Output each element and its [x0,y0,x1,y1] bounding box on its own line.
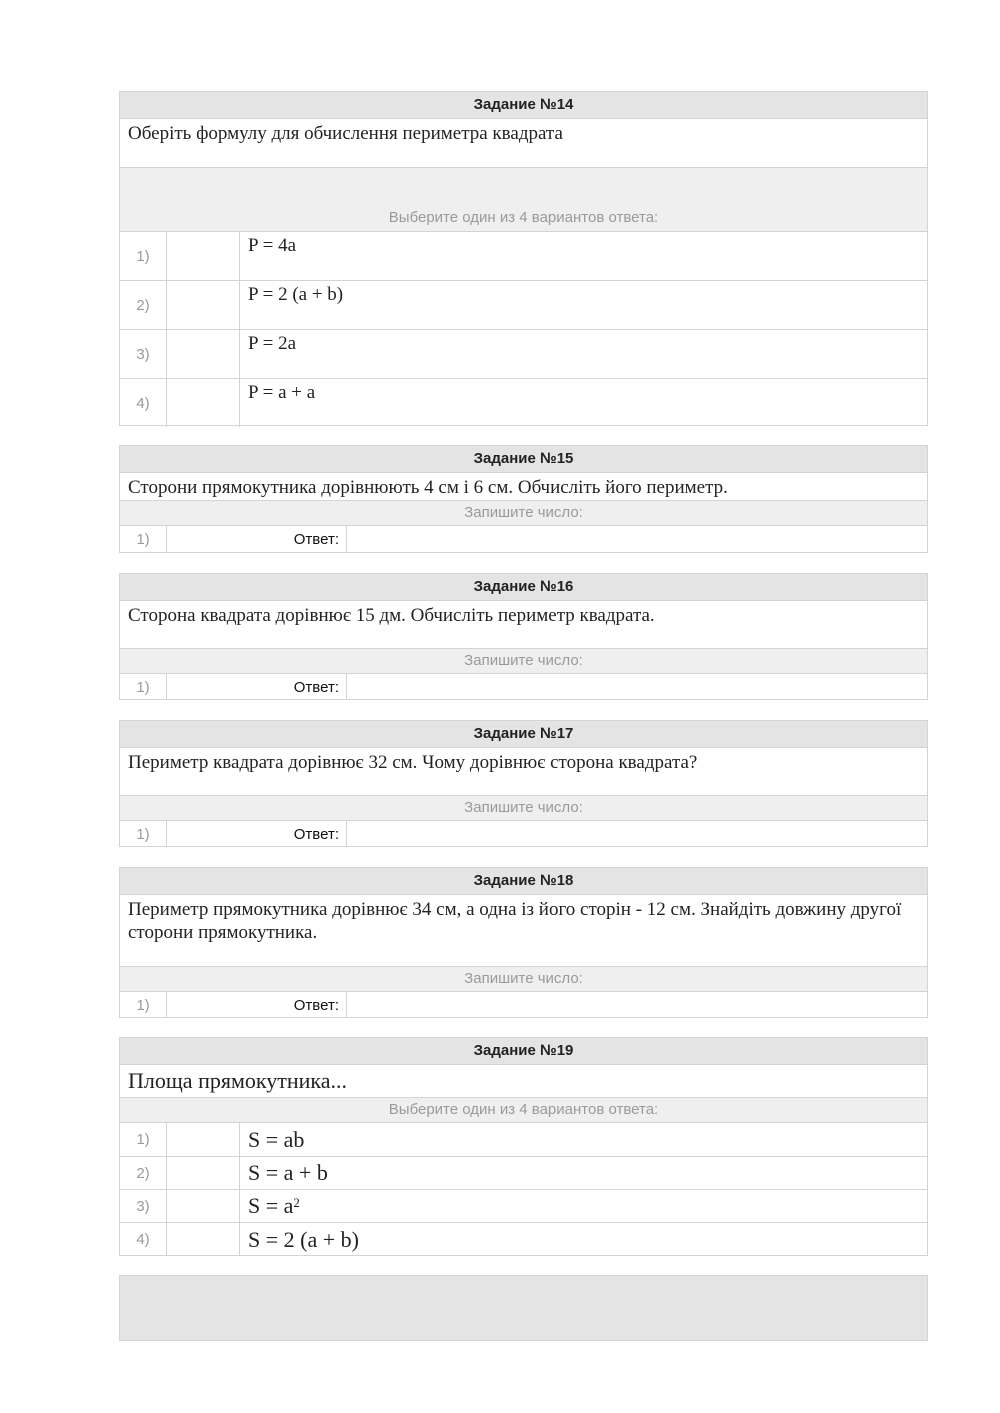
option-number: 1) [120,232,167,280]
answer-number: 1) [120,526,167,552]
option-select-box[interactable] [167,232,240,280]
task-14 [119,91,928,426]
option-number: 4) [120,379,167,427]
option-number: 3) [120,330,167,378]
task-17 [119,720,928,847]
question-text: Оберіть формулу для обчислення периметра квадрата [120,119,927,168]
answer-number: 1) [120,674,167,700]
answer-number: 1) [120,992,167,1018]
option-select-box[interactable] [167,1190,240,1222]
option-text: S = 2 (a + b) [248,1226,359,1252]
option-select-box[interactable] [167,379,240,427]
task-16 [119,573,928,700]
instruction-text: Выберите один из 4 вариантов ответа: [120,168,927,232]
answer-label: Ответ: [167,526,347,552]
answer-field[interactable] [347,674,927,700]
answer-row [120,526,927,552]
answer-label: Ответ: [167,821,347,847]
answer-label: Ответ: [167,674,347,700]
question-text: Периметр прямокутника дорівнює 34 см, а одна із його сторін - 12 см. Знайдіть довжину другої сторони прямокутника. [120,895,927,967]
task-19 [119,1037,928,1256]
answer-option[interactable] [120,232,927,281]
option-text: P = 2a [248,333,297,354]
task-header: Задание №15 [120,446,927,473]
task-header: Задание №18 [120,868,927,895]
question-text: Периметр квадрата дорівнює 32 см. Чому дорівнює сторона квадрата? [120,748,927,796]
option-text: P = 2 (a + b) [248,284,344,305]
option-number: 1) [120,1123,167,1156]
option-number: 2) [120,281,167,329]
option-select-box[interactable] [167,1157,240,1189]
option-text: P = 4a [248,235,297,256]
task-header: Задание №19 [120,1038,927,1065]
option-number: 3) [120,1190,167,1222]
task-18 [119,867,928,1018]
answer-row [120,992,927,1018]
task-15 [119,445,928,553]
answer-option[interactable] [120,379,927,427]
option-select-box[interactable] [167,330,240,378]
task-header: Задание №16 [120,574,927,601]
instruction-text: Запишите число: [120,501,927,526]
task-header: Задание №14 [120,92,927,119]
answer-option[interactable] [120,281,927,330]
answer-row [120,821,927,847]
answer-option[interactable] [120,1223,927,1256]
answer-option[interactable] [120,1190,927,1223]
option-text [240,1190,927,1222]
question-text: Сторона квадрата дорівнює 15 дм. Обчисліть периметр квадрата. [120,601,927,649]
instruction-text: Запишите число: [120,967,927,992]
instruction-text: Выберите один из 4 вариантов ответа: [120,1098,927,1123]
answer-field[interactable] [347,526,927,552]
answer-option[interactable] [120,1157,927,1190]
option-number: 4) [120,1223,167,1256]
option-select-box[interactable] [167,1123,240,1156]
answer-row [120,674,927,700]
answer-field[interactable] [347,992,927,1018]
option-text: S = ab [248,1126,305,1152]
option-select-box[interactable] [167,281,240,329]
option-select-box[interactable] [167,1223,240,1256]
question-text: Сторони прямокутника дорівнюють 4 см і 6 см. Обчисліть його периметр. [120,473,927,501]
option-exponent: 2 [293,1195,300,1210]
option-text: P = a + a [248,382,316,403]
answer-number: 1) [120,821,167,847]
instruction-text: Запишите число: [120,796,927,821]
answer-option[interactable] [120,1123,927,1157]
instruction-text: Запишите число: [120,649,927,674]
answer-label: Ответ: [167,992,347,1018]
answer-option[interactable] [120,330,927,379]
task-header: Задание №17 [120,721,927,748]
answer-field[interactable] [347,821,927,847]
question-text: Площа прямокутника... [120,1065,927,1098]
option-formula: S = a [248,1193,294,1218]
option-number: 2) [120,1157,167,1189]
footer-panel [119,1275,928,1341]
option-text: S = a + b [248,1160,328,1185]
